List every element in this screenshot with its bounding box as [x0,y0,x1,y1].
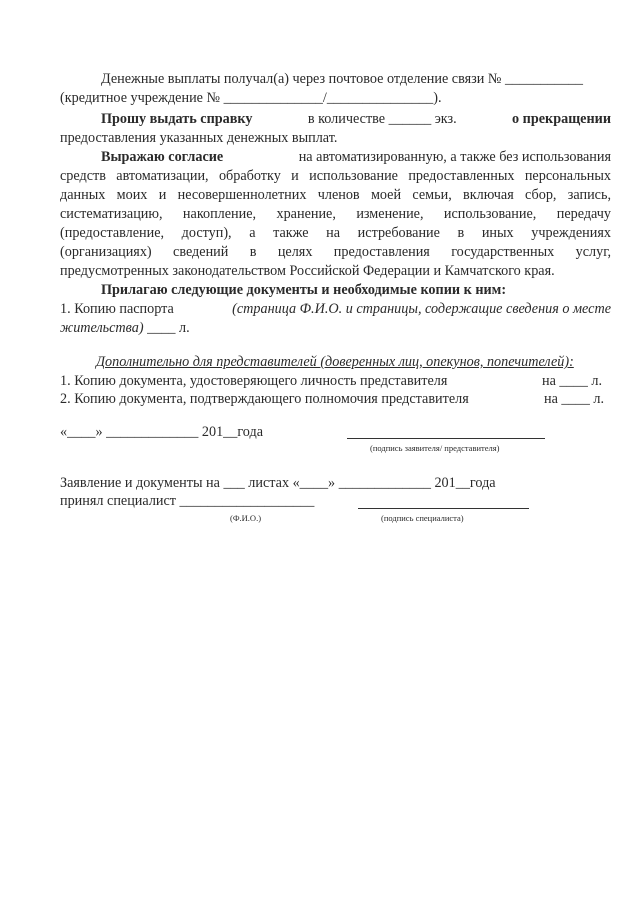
request-bold-2: о прекращении [512,111,611,127]
request-lead: Прошу выдать справку [101,111,253,127]
request-line-2: предоставления указанных денежных выплат. [60,130,338,146]
acceptance-line-2: принял специалист ___________________ [60,493,315,509]
specialist-signature-caption: (подпись специалиста) [381,513,464,523]
consent-line-3: данных моих и несовершеннолетних членов моей семьи, включая сбор, запись, [60,187,611,203]
payments-line-2: (кредитное учреждение № ______________/_______________). [60,90,442,106]
consent-line-2: средств автоматизации, обработку и использование предоставленных персональных [60,168,611,184]
attach-item-1-c: жительства) [60,320,144,336]
representatives-item-2: 2. Копию документа, подтверждающего полномочия представителя [60,391,469,407]
attach-item-1-line-2 [60,319,190,337]
attach-item-1-b: (страница Ф.И.О. и страницы, содержащие сведения о месте [232,301,611,317]
representatives-item-1-pages: на ____ л. [542,373,602,389]
representatives-heading: Дополнительно для представителей (доверенных лиц, опекунов, попечителей): [96,354,574,370]
payments-line-1: Денежные выплаты получал(а) через почтовое отделение связи № ___________ [101,71,583,87]
consent-line-1 [101,148,611,166]
fio-caption: (Ф.И.О.) [230,513,262,523]
attach-item-1-line-1 [60,300,611,318]
consent-line-6: (организациях) сведений в целях предоставления государственных услуг, [60,244,611,260]
attach-item-1-a: 1. Копию паспорта [60,301,174,317]
request-line-1 [101,110,611,128]
signature-date: «____» _____________ 201__года [60,424,264,440]
representatives-item-2-pages: на ____ л. [544,391,604,407]
signature-caption: (подпись заявителя/ представителя) [370,443,500,453]
representatives-item-1: 1. Копию документа, удостоверяющего личность представителя [60,373,448,389]
acceptance-line-1: Заявление и документы на ___ листах «____» _____________ 201__года [60,475,496,491]
consent-line-4: систематизацию, накопление, хранение, изменение, использование, передачу [60,206,611,222]
attach-item-1-d: ____ л. [147,320,190,336]
signature-line [347,438,545,439]
consent-line-1-rest: на автоматизированную, а также без использования [298,149,611,165]
consent-line-5: (предоставление, доступ), а также на истребование в иных учреждениях [60,225,611,241]
request-mid: в количестве ______ экз. [307,111,457,127]
attach-heading: Прилагаю следующие документы и необходимые копии к ним: [101,282,507,298]
specialist-signature-line [358,508,529,509]
consent-lead: Выражаю согласие [101,149,224,165]
consent-line-7: предусмотренных законодательством Российской Федерации и Камчатского края. [60,263,555,279]
